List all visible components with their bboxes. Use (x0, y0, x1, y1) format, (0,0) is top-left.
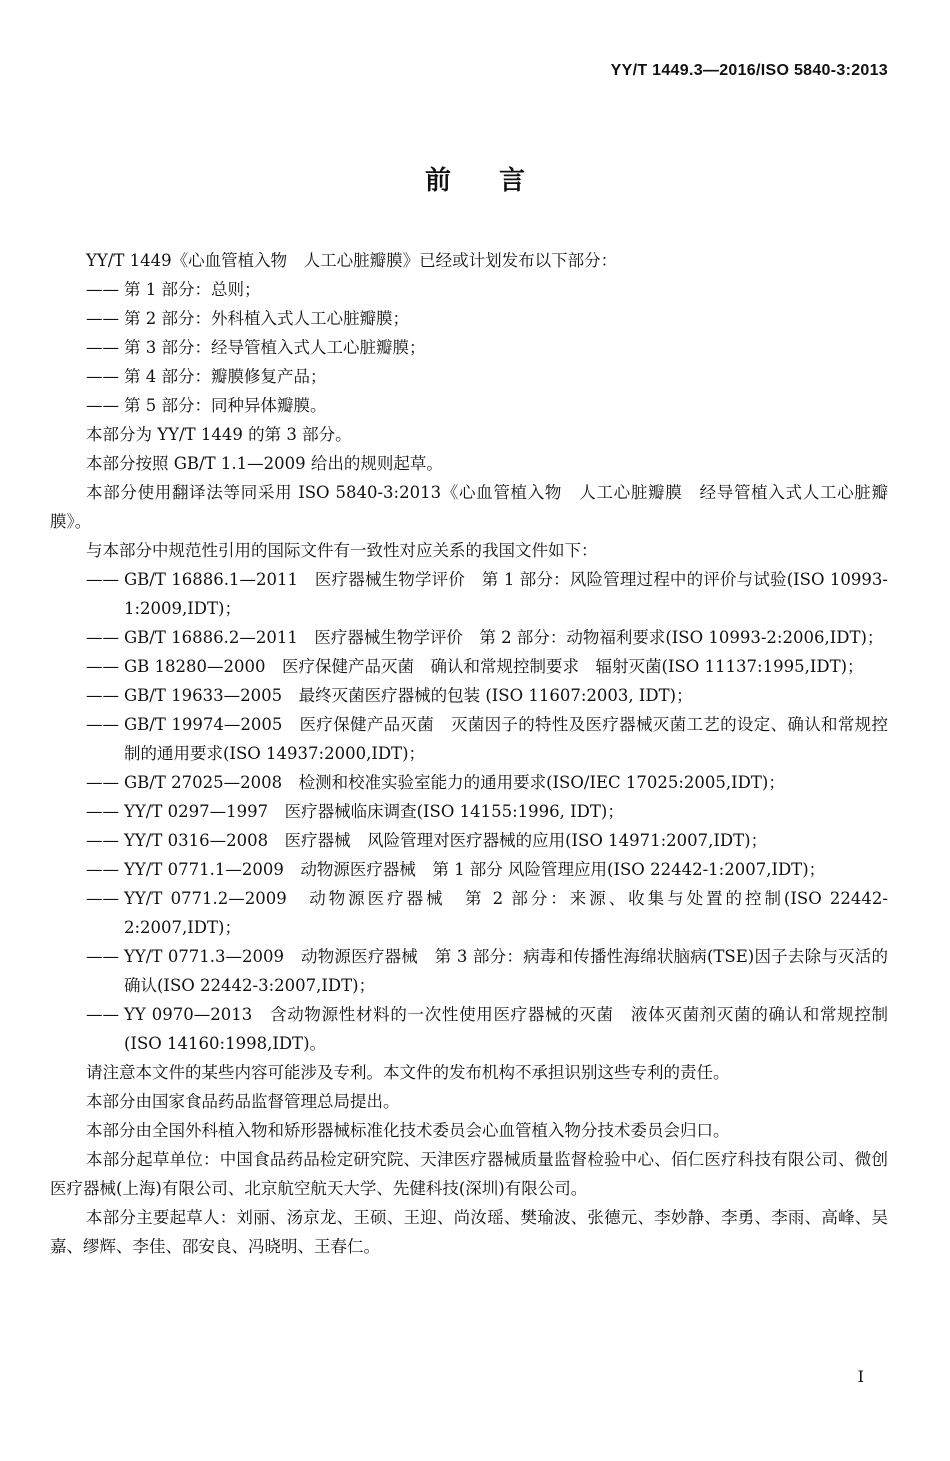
part-item (50, 362, 888, 391)
part-number-paragraph: 本部分为 YY/T 1449 的第 3 部分。 (86, 425, 352, 444)
part-text: 第 3 部分：经导管植入式人工心脏瓣膜； (124, 338, 426, 357)
dash-mark: —— (86, 889, 119, 908)
reference-text: YY/T 0316—2008 医疗器械 风险管理对医疗器械的应用(ISO 14971:2007,IDT)； (124, 831, 768, 850)
reference-item (50, 1000, 888, 1058)
dash-mark: —— (86, 686, 119, 705)
part-text: 第 5 部分：同种异体瓣膜。 (124, 396, 327, 415)
dash-mark: —— (86, 309, 119, 328)
dash-mark: —— (86, 802, 119, 821)
reference-text: GB/T 16886.2—2011 医疗器械生物学评价 第 2 部分：动物福利要求(ISO 10993-2:2006,IDT)； (124, 628, 884, 647)
dash-mark: —— (86, 396, 119, 415)
reference-item (50, 710, 888, 768)
reference-text: GB/T 27025—2008 检测和校准实验室能力的通用要求(ISO/IEC 17025:2005,IDT)； (124, 773, 785, 792)
reference-item (50, 652, 888, 681)
dash-mark: —— (86, 773, 119, 792)
reference-text: YY/T 0771.2—2009 动物源医疗器械 第 2 部分：来源、收集与处置的控制(ISO 22442-2:2007,IDT)； (124, 889, 888, 937)
dash-mark: —— (86, 280, 119, 299)
page-title: 前言 (424, 166, 573, 196)
dash-mark: —— (86, 860, 119, 879)
jurisdiction-paragraph: 本部分由全国外科植入物和矫形器械标准化技术委员会心血管植入物分技术委员会归口。 (86, 1121, 730, 1140)
reference-item (50, 884, 888, 942)
part-text: 第 4 部分：瓣膜修复产品； (124, 367, 327, 386)
reference-item (50, 942, 888, 1000)
dash-mark: —— (86, 715, 119, 734)
reference-item (50, 565, 888, 623)
document-body (50, 246, 888, 1261)
drafters-paragraph: 本部分主要起草人：刘丽、汤京龙、王硕、王迎、尚汝瑶、樊瑜波、张德元、李妙静、李勇、李雨、高峰、吴嘉、缪辉、李佳、邵安良、冯晓明、王春仁。 (50, 1208, 888, 1256)
part-text: 第 2 部分：外科植入式人工心脏瓣膜； (124, 309, 409, 328)
reference-text: YY 0970—2013 含动物源性材料的一次性使用医疗器械的灭菌 液体灭菌剂灭菌的确认和常规控制(ISO 14160:1998,IDT)。 (124, 1005, 888, 1053)
dash-mark: —— (86, 570, 119, 589)
drafting-rules-paragraph: 本部分按照 GB/T 1.1—2009 给出的规则起草。 (86, 454, 443, 473)
reference-item (50, 623, 888, 652)
reference-text: GB 18280—2000 医疗保健产品灭菌 确认和常规控制要求 辐射灭菌(ISO 11137:1995,IDT)； (124, 657, 864, 676)
reference-text: GB/T 16886.1—2011 医疗器械生物学评价 第 1 部分：风险管理过程中的评价与试验(ISO 10993-1:2009,IDT)； (124, 570, 888, 618)
reference-text: GB/T 19633—2005 最终灭菌医疗器械的包装 (ISO 11607:2003, IDT)； (124, 686, 693, 705)
reference-item (50, 826, 888, 855)
dash-mark: —— (86, 338, 119, 357)
references-intro-paragraph: 与本部分中规范性引用的国际文件有一致性对应关系的我国文件如下： (86, 541, 598, 560)
translation-paragraph: 本部分使用翻译法等同采用 ISO 5840-3:2013《心血管植入物 人工心脏瓣膜 经导管植入式人工心脏瓣膜》。 (50, 483, 888, 531)
reference-item (50, 681, 888, 710)
reference-text: YY/T 0771.3—2009 动物源医疗器械 第 3 部分：病毒和传播性海绵状脑病(TSE)因子去除与灭活的确认(ISO 22442-3:2007,IDT)； (124, 947, 888, 995)
reference-item (50, 768, 888, 797)
reference-item (50, 855, 888, 884)
proposed-by-paragraph: 本部分由国家食品药品监督管理总局提出。 (86, 1092, 400, 1111)
part-item (50, 391, 888, 420)
part-item (50, 304, 888, 333)
reference-text: GB/T 19974—2005 医疗保健产品灭菌 灭菌因子的特性及医疗器械灭菌工艺的设定、确认和常规控制的通用要求(ISO 14937:2000,IDT)； (124, 715, 888, 763)
drafting-units-paragraph: 本部分起草单位：中国食品药品检定研究院、天津医疗器械质量监督检验中心、佰仁医疗科技有限公司、微创医疗器械(上海)有限公司、北京航空航天大学、先健科技(深圳)有限公司。 (50, 1150, 888, 1198)
part-item (50, 275, 888, 304)
patent-paragraph: 请注意本文件的某些内容可能涉及专利。本文件的发布机构不承担识别这些专利的责任。 (86, 1063, 730, 1082)
reference-item (50, 797, 888, 826)
part-text: 第 1 部分：总则； (124, 280, 261, 299)
standard-code-header: YY/T 1449.3—2016/ISO 5840-3:2013 (610, 62, 888, 79)
dash-mark: —— (86, 947, 119, 966)
intro-paragraph: YY/T 1449《心血管植入物 人工心脏瓣膜》已经或计划发布以下部分： (86, 251, 618, 270)
reference-text: YY/T 0297—1997 医疗器械临床调查(ISO 14155:1996, IDT)； (124, 802, 624, 821)
part-item (50, 333, 888, 362)
page-number: I (857, 1367, 864, 1386)
dash-mark: —— (86, 367, 119, 386)
dash-mark: —— (86, 657, 119, 676)
reference-text: YY/T 0771.1—2009 动物源医疗器械 第 1 部分 风险管理应用(ISO 22442-1:2007,IDT)； (124, 860, 826, 879)
dash-mark: —— (86, 1005, 119, 1024)
dash-mark: —— (86, 831, 119, 850)
dash-mark: —— (86, 628, 119, 647)
